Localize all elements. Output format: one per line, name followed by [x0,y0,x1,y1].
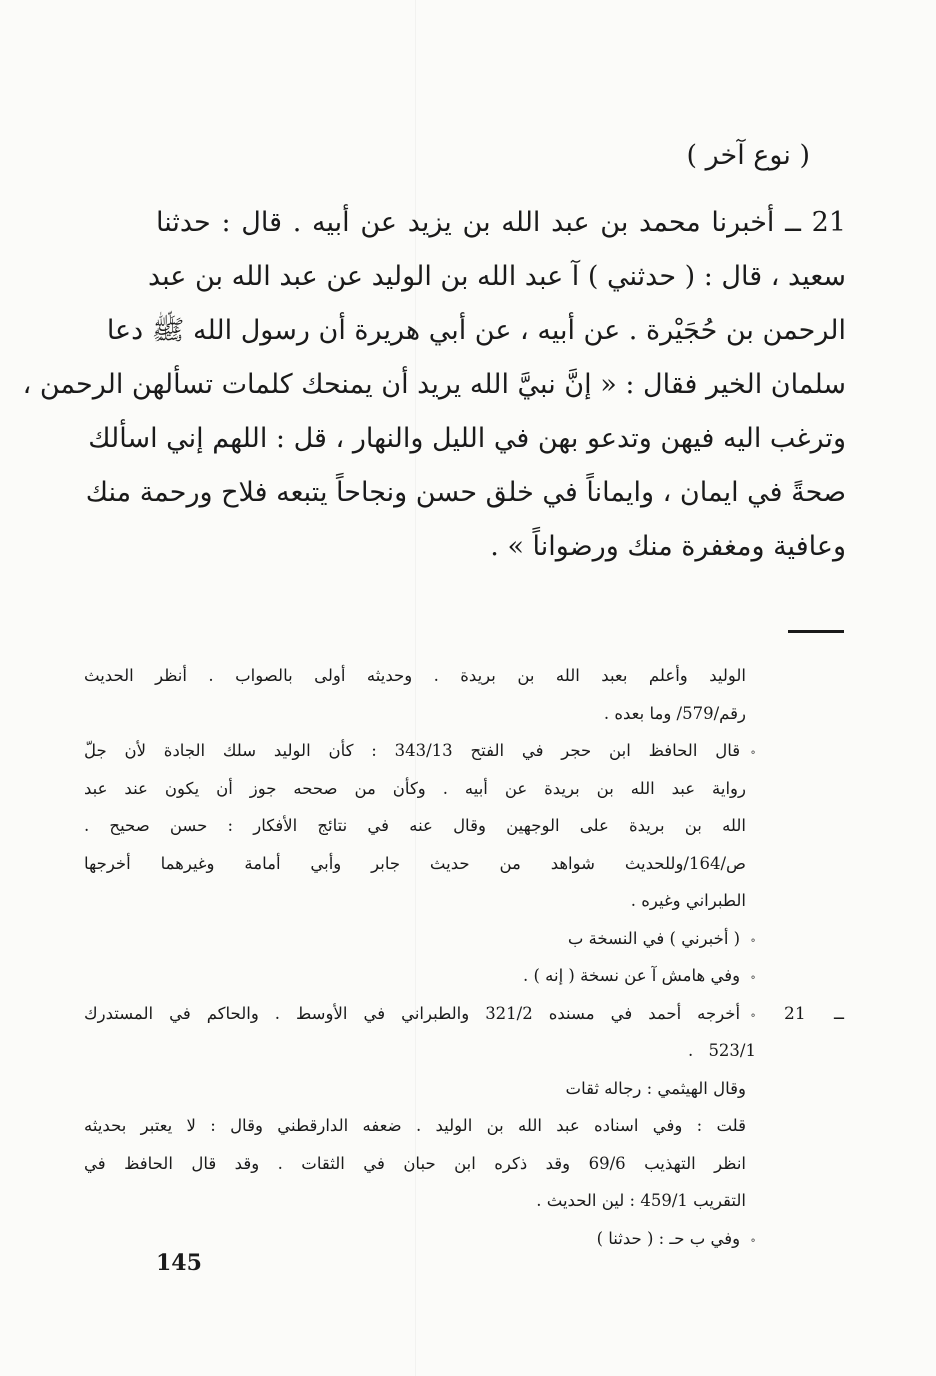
main-text-line: 21 ــ أخبرنا محمد بن عبد الله بن يزيد عن أبيه . قال : حدثنا [156,207,846,238]
footnote-text: وفي ب حـ : ( حدثنا ) [596,1228,741,1248]
footnote-line [84,921,844,959]
footnote-line [84,1108,844,1146]
main-text-line: سلمان الخير فقال : « إنَّ نبيَّ الله يريد أن يمنحك كلمات تسألهن الرحمن ، [22,369,846,400]
footnote-text: الله بن بريدة على الوجهين وقال عنه في نتائج الأفكار : حسن صحيح . [84,816,746,835]
footnote-line [84,1146,844,1184]
footnote-text: انظر التهذيب 69/6 وقد ذكره ابن حبان في الثقات . وقد قال الحافظ في [84,1153,746,1173]
main-text-line: صحةً في ايمان ، وايماناً في خلق حسن ونجاحاً يتبعه فلاح ورحمة منك [85,477,846,508]
footnotes-block [84,658,844,1258]
footnote-line [84,808,844,846]
footnote-text: التقريب 459/1 : لين الحديث . [536,1191,746,1210]
footnote-line [84,1183,844,1221]
footnote-bullet: ∘ [750,745,756,759]
footnote-text: قال الحافظ ابن حجر في الفتح 343/13 : كأن الوليد سلك الجادة لأن جلّ [84,741,741,760]
footnote-separator [788,630,844,633]
footnote-line [84,733,844,771]
footnote-line [84,771,844,809]
footnote-text: قلت : وفي اسناده عبد الله بن الوليد . ضعفه الدارقطني وقال : لا يعتبر بحديثه [84,1116,746,1135]
footnote-text: الطبراني وغيره . [630,891,746,910]
footnote-line [84,883,844,921]
footnote-number: 21 ــ [784,1003,844,1024]
footnote-text: أخرجه أحمد في مسنده 321/2 والطبراني في الأوسط . والحاكم في المستدرك [84,1003,741,1023]
footnote-bullet: ∘ [750,1232,756,1247]
footnote-text: ص/164/وللحديث شواهد من حديث جابر وأبي أمامة وغيرهما أخرجها [84,853,746,873]
main-text-line: وترغب اليه فيهن وتدعو بهن في الليل والنهار ، قل : اللهم إني اسألك [88,423,846,454]
footnote-text: وفي هامش آ عن نسخة ( إنه ) . [522,966,741,985]
footnote-line [84,1033,844,1071]
footnote-text: رواية عبد الله بن بريدة عن أبيه . وكأن من صححه جوز أن يكون عند عبد [84,778,746,798]
main-text-line: وعافية ومغفرة منك ورضواناً » . [490,531,846,562]
footnote-text: ( أخبرني ) في النسخة ب [567,928,741,948]
footnote-line [84,658,844,696]
footnote-text: رقم/579/ وما بعده . [603,703,746,723]
footnote-bullet: ∘ [750,1007,756,1022]
footnote-bullet: ∘ [750,932,756,947]
footnote-text: 523/1 . [687,1041,756,1060]
footnote-text: الوليد وأعلم بعبد الله بن بريدة . وحديثه أولى بالصواب . أنظر الحديث [84,666,746,685]
section-heading: ( نوع آخر ) [686,140,810,171]
footnote-text: وقال الهيثمي : رجاله ثقات [565,1078,746,1098]
footnote-line [84,958,844,996]
footnote-line [84,696,844,734]
footnote-line [84,1071,844,1109]
main-text-line: الرحمن بن حُجَيْرة . عن أبيه ، عن أبي هريرة أن رسول الله ﷺ دعا [106,315,846,346]
page-number: 145 [156,1250,202,1276]
main-text-line: سعيد ، قال : ( حدثني ) آ عبد الله بن الوليد عن عبد الله بن عبد [147,261,846,292]
footnote-line [84,846,844,884]
footnote-bullet: ∘ [750,970,756,984]
main-text-block [22,196,846,574]
footnote-line [84,996,844,1034]
